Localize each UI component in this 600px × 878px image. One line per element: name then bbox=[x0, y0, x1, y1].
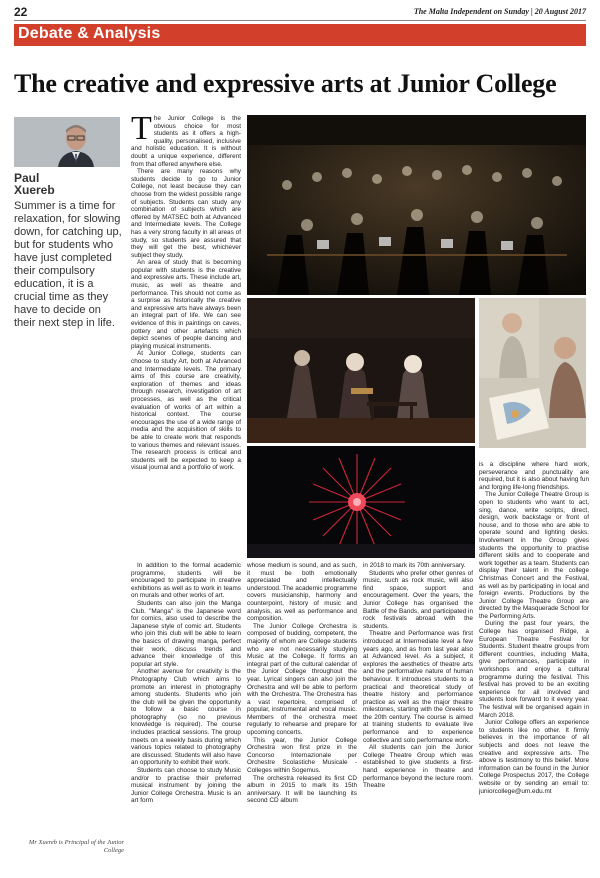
light-art-photo bbox=[247, 446, 475, 558]
lead-paragraph bbox=[131, 115, 241, 168]
art-class-photo bbox=[479, 298, 586, 448]
body-paragraph: Students can also join the Manga Club. "Manga" is the Japanese word for comics, also used to describe the Japanese style of comic art. Students who join this club will be able to learn the basics of drawing manga, perfect their work, discuss trends and advance their knowledge of this popular art style. bbox=[131, 599, 241, 668]
body-paragraph: whose medium is sound, and as such, it must be both emotionally appreciated and intellectually understood. The academic programme covers musicianship, harmony and counterpoint, history of music and analysis, as well as performance and composition. bbox=[247, 562, 357, 623]
body-paragraph: The Junior College Orchestra is composed of budding, competent, the majority of whom are College students who are not necessarily studying Music at the College. It forms an integral part of the cultural calendar of the Junior College throughout the year. Lyrical singers can also join the Orchestra and will be able to perform with the Orchestra. The Orchestra has a vast repertoire, comprised of popular, instrumental and vocal music. Members of the orchestra meet regularly to rehearse and prepare for upcoming concerts. bbox=[247, 622, 357, 737]
body-paragraph: This year, the Junior College Orchestra won first prize in the Concorso Internazionale per Orchestre Scolastiche Musicale - Colleges within Sogemus. bbox=[247, 736, 357, 775]
publication-masthead: The Malta Independent on Sunday | 20 August 2017 bbox=[413, 7, 586, 16]
body-column-1-upper bbox=[131, 115, 241, 562]
body-paragraph: An area of study that is becoming popular with students is the creative and expressive arts. These include art, music, as well as theatre and performance. This should not come as a surprise as historically the creative and expressive arts have always been an integral part of life. We can see evidence of this in paintings on caves, pottery and other artefacts which depict scenes of people dancing and playing musical instruments. bbox=[131, 259, 241, 350]
section-bar bbox=[14, 24, 586, 46]
orchestra-photo bbox=[247, 115, 586, 295]
lead-text: he Junior College is the obvious choice for most students as it offers a high-quality, personalised, inclusive and holistic education. It is without doubt a unique experience, different from that offered anywhere else. bbox=[131, 115, 241, 168]
author-last-name: Xuereb bbox=[14, 183, 55, 197]
body-paragraph: There are many reasons why students decide to go to Junior College, not least because they can choose from the widest possible range of subjects. Students can study any combination of subjects which are offered by MATSEC both at Advanced and Intermediate levels. The College has a very strong faculty in all areas of study, so students are assured that they will get the best, whichever subject they study. bbox=[131, 168, 241, 259]
body-column-1-lower bbox=[131, 562, 241, 874]
author-name bbox=[14, 172, 94, 196]
author-portrait bbox=[14, 117, 120, 167]
section-label: Debate & Analysis bbox=[18, 25, 161, 42]
body-paragraph: Theatre and Performance was first introduced at Intermediate level a few years ago, and as from last year also at Advanced level. As a subject, it explores the aesthetics of theatre arts and the performative nature of human behaviour. It introduces students to a practical and theoretical study of theatre history and performance practice as well as the major theatre milestones, starting with the Greeks to the 20th century. The course is aimed at training students to evaluate live performance and to experience collective and solo performance work. bbox=[363, 630, 473, 744]
body-paragraph: is a discipline where hard work, perseverance and punctuality are required, but it is also about having fun and forging life-long friendships. bbox=[479, 461, 589, 491]
theatre-photo bbox=[247, 298, 475, 443]
body-paragraph: At Junior College, students can choose to study Art, both at Advanced and Intermediate levels. The primary aims of this course are creativity, exploration of themes and ideas through research, investigation of art processes, as well as the critical evaluation of works of art within a historical context. The course encourages the use of a wide range of media and the acquisition of skills to be able to create work that responds to various themes and relevant issues. The research process is critical and students will be expected to keep a visual journal and a portfolio of work. bbox=[131, 350, 241, 472]
body-column-4 bbox=[479, 461, 589, 874]
author-first-name: Paul bbox=[14, 171, 40, 185]
body-paragraph: Another avenue for creativity is the Photography Club which aims to promote an interest in photography among students. Students who join the club will be given the opportunity to follow a basic course in photography (so no previous knowledge is required). The course includes practical sessions. The group meets on a weekly basis during which various topics related to photography are discussed. Students will also have an opportunity to exhibit their work. bbox=[131, 668, 241, 767]
body-paragraph: in 2018 to mark its 70th anniversary. bbox=[363, 562, 466, 569]
drop-cap: T bbox=[131, 115, 152, 147]
body-paragraph: All students can join the Junior College Theatre Group which was established to give students a first-hand experience in theatre and performance beyond the lecture room. Theatre bbox=[363, 744, 473, 790]
body-paragraph: The orchestra released its first CD album in 2015 to mark its 15th anniversary. It will be launching its second CD album bbox=[247, 774, 357, 805]
body-paragraph: In addition to the formal academic programme, students will be encouraged to participate in creative exhibitions as well as to work in teams on murals and other works of art. bbox=[131, 562, 241, 600]
body-paragraph: Junior College offers an experience to students like no other. It firmly believes in the importance of all subjects and does not leave the creative and expressive arts. The above is testimony to this belief. More information can be found in the Junior College Prospectus 2017, the College website or by sending an email to: juniorcollege@um.edu.mt bbox=[479, 719, 589, 795]
page-number: 22 bbox=[14, 5, 28, 19]
top-rule bbox=[14, 20, 586, 21]
article-headline: The creative and expressive arts at Junior College bbox=[14, 69, 557, 98]
body-column-2 bbox=[247, 562, 357, 874]
body-paragraph: Students who prefer other genres of music, such as rock music, will also find space, support and encouragement. Over the years, the Junior College has organised the Battle of the Bands, and participated in rock festivals abroad with the students. bbox=[363, 569, 473, 630]
body-column-3 bbox=[363, 562, 473, 874]
author-credit: Mr Xuereb is Principal of the Junior College bbox=[28, 839, 124, 854]
body-paragraph: Students can choose to study Music and/or to practise their preferred musical instrument by joining the Junior College Orchestra. Music is an art form bbox=[131, 767, 241, 805]
article-teaser: Summer is a time for relaxation, for slowing down, for catching up, but for students who have just completed their compulsory education, it is a crucial time as they have to decide on their next step in life. bbox=[14, 200, 122, 329]
body-paragraph: The Junior College Theatre Group is open to students who want to act, sing, dance, write scripts, direct, design, work backstage or front of house, and to those who are able to operate sound and lighting desks. Involvement in the Group gives students the opportunity to practise different skills and to cooperate and work together as a team. Students can display their talent in the college Christmas Concert and the Festival, as well as by participating in local and foreign events. Productions by the Junior College Theatre Group are directed by the Masquerade School for the Performing Arts. bbox=[479, 491, 589, 620]
body-paragraph: During the past four years, the College has organised Ridge, a European Theatre Festival for Students. Student theatre groups from different countries, including Malta, give performances, participate in workshops and enjoy a cultural programme during the festival. This festival has proved to be an exciting experience for all involved and students look forward to it every year. The festival will be organised again in March 2018. bbox=[479, 620, 589, 719]
